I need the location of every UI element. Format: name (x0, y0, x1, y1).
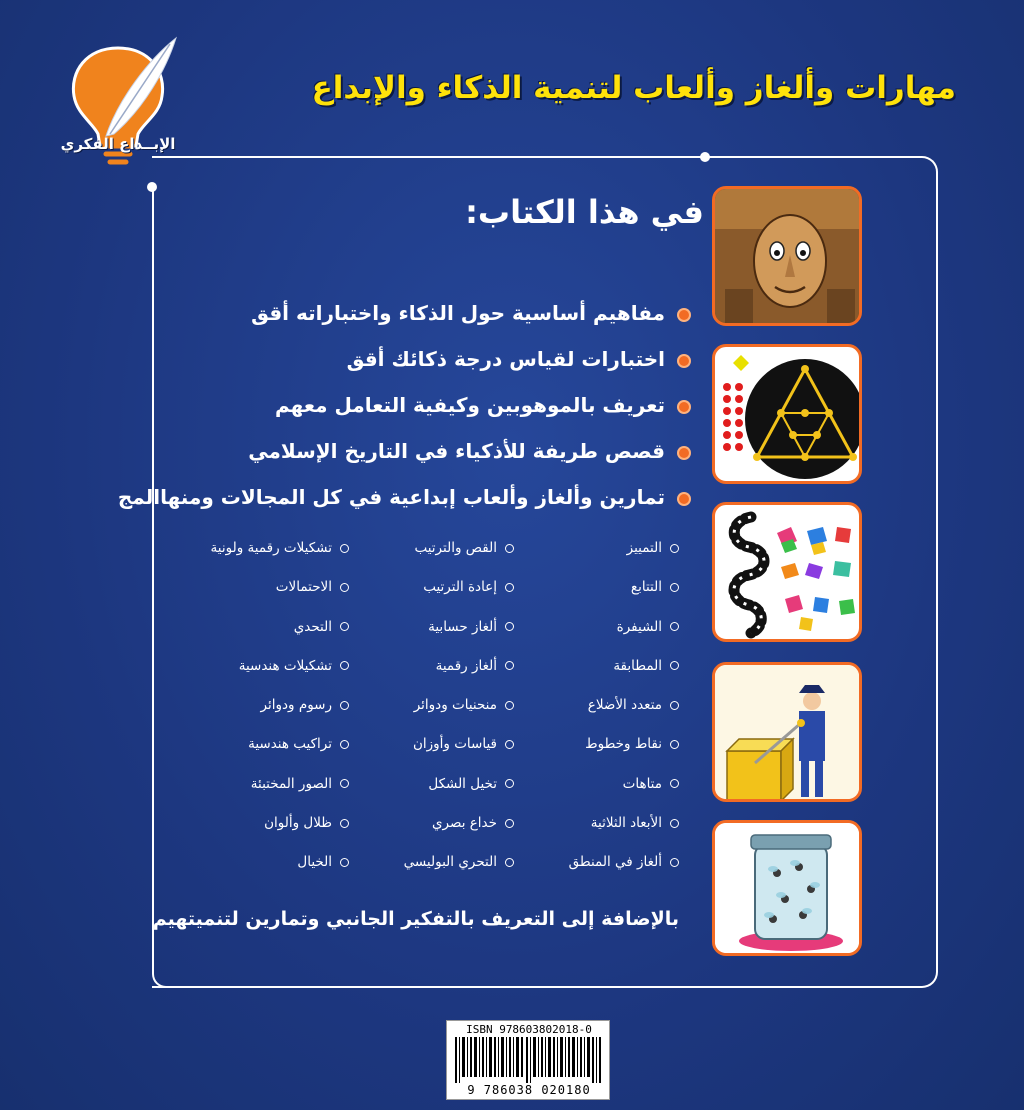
topic-item: الاحتمالات (184, 577, 349, 616)
topic-item: التحري البوليسي (349, 852, 514, 891)
ring-bullet-icon (340, 661, 349, 670)
topic-item: الشيفرة (514, 617, 679, 656)
ring-bullet-icon (505, 858, 514, 867)
ring-bullet-icon (340, 779, 349, 788)
thumb-snake-shapes (712, 502, 862, 642)
ring-bullet-icon (670, 622, 679, 631)
orange-dot-icon (679, 448, 689, 458)
ring-bullet-icon (505, 622, 514, 631)
topic-row (159, 852, 679, 891)
topic-item: خداع بصري (349, 813, 514, 852)
orange-dot-icon (679, 402, 689, 412)
page-title: مهارات وألغاز وألعاب لتنمية الذكاء والإبداع (311, 70, 956, 106)
topic-item: المطابقة (514, 656, 679, 695)
bullet-item: اختبارات لقياس درجة ذكائك أقق (129, 344, 689, 390)
ring-bullet-icon (340, 701, 349, 710)
topic-item: نقاط وخطوط (514, 734, 679, 773)
ring-bullet-icon (505, 779, 514, 788)
ring-bullet-icon (505, 819, 514, 828)
topic-item: متعدد الأضلاع (514, 695, 679, 734)
topic-row (159, 577, 679, 616)
thumb-soldier-box (712, 662, 862, 802)
topic-item: تشكيلات هندسية (184, 656, 349, 695)
ring-bullet-icon (670, 779, 679, 788)
bullet-item: تعريف بالموهوبين وكيفية التعامل معهم (129, 390, 689, 436)
topic-row (159, 813, 679, 852)
topic-item: ألغاز رقمية (349, 656, 514, 695)
topic-item: الأبعاد الثلاثية (514, 813, 679, 852)
ring-bullet-icon (505, 583, 514, 592)
topic-item: رسوم ودوائر (184, 695, 349, 734)
topic-item: التحدي (184, 617, 349, 656)
topic-row (159, 617, 679, 656)
bullet-item: مفاهيم أساسية حول الذكاء واختباراته أقق (129, 298, 689, 344)
topic-item: التتابع (514, 577, 679, 616)
thumb-illusion-face (712, 186, 862, 326)
ring-bullet-icon (670, 819, 679, 828)
footer-line: بالإضافة إلى التعريف بالتفكير الجانبي وتمارين لتنميتهيم (152, 908, 679, 930)
orange-dot-icon (679, 310, 689, 320)
thumb-triangle-puzzle (712, 344, 862, 484)
topic-item: متاهات (514, 774, 679, 813)
topic-item: منحنيات ودوائر (349, 695, 514, 734)
topic-item: التمييز (514, 538, 679, 577)
frame-dot-top (700, 152, 710, 162)
topic-row (159, 774, 679, 813)
ring-bullet-icon (670, 701, 679, 710)
ring-bullet-icon (670, 544, 679, 553)
topic-item: الصور المختبئة (184, 774, 349, 813)
ring-bullet-icon (670, 740, 679, 749)
isbn-text: ISBN 978603802018-0 (466, 1023, 592, 1036)
orange-dot-icon (679, 356, 689, 366)
topic-item: قياسات وأوزان (349, 734, 514, 773)
topic-row (159, 734, 679, 773)
illusion-face-icon (715, 189, 862, 326)
ring-bullet-icon (505, 544, 514, 553)
ring-bullet-icon (505, 701, 514, 710)
snake-shapes-icon (715, 505, 862, 642)
ring-bullet-icon (505, 661, 514, 670)
ring-bullet-icon (505, 740, 514, 749)
topic-item: تشكيلات رقمية ولونية (184, 538, 349, 577)
topic-row (159, 538, 679, 577)
topic-item: ألغاز حسابية (349, 617, 514, 656)
topic-item: تراكيب هندسية (184, 734, 349, 773)
ring-bullet-icon (340, 544, 349, 553)
triangle-puzzle-icon (715, 347, 862, 484)
barcode-number: 9 786038 020180 (467, 1083, 591, 1097)
ring-bullet-icon (670, 858, 679, 867)
topic-row (159, 695, 679, 734)
topic-item: القص والترتيب (349, 538, 514, 577)
bullet-list (117, 298, 689, 528)
orange-dot-icon (679, 494, 689, 504)
thumb-jar-flies (712, 820, 862, 956)
barcode (446, 1020, 610, 1100)
logo-text: الإبــداع الفكري (60, 135, 176, 153)
ring-bullet-icon (340, 858, 349, 867)
barcode-bars-icon (455, 1037, 603, 1083)
jar-flies-icon (715, 823, 862, 956)
ring-bullet-icon (670, 661, 679, 670)
section-heading: في هذا الكتاب: (465, 193, 704, 231)
bullet-item: قصص طريفة للأذكياء في التاريخ الإسلامي (129, 436, 689, 482)
ring-bullet-icon (340, 740, 349, 749)
topic-item: إعادة الترتيب (349, 577, 514, 616)
ring-bullet-icon (340, 583, 349, 592)
bullet-item: تمارين وألغاز وألعاب إبداعية في كل المجالات ومنهاالمج (129, 482, 689, 528)
ring-bullet-icon (670, 583, 679, 592)
ring-bullet-icon (340, 622, 349, 631)
ring-bullet-icon (340, 819, 349, 828)
topic-grid (159, 538, 679, 892)
topic-item: ظلال وألوان (184, 813, 349, 852)
topic-item: الخيال (184, 852, 349, 891)
soldier-box-icon (715, 665, 862, 802)
topic-item: تخيل الشكل (349, 774, 514, 813)
topic-row (159, 656, 679, 695)
frame-dot-left (147, 182, 157, 192)
topic-item: ألغاز في المنطق (514, 852, 679, 891)
